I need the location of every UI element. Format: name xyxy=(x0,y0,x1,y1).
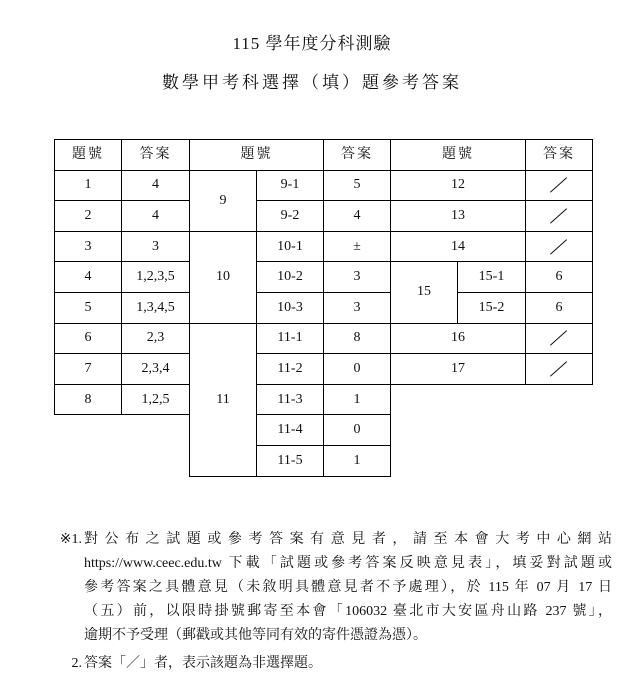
question-number: 7 xyxy=(55,354,122,385)
table-row xyxy=(55,292,593,323)
slash-icon xyxy=(550,329,568,347)
answer-slash xyxy=(526,170,593,201)
question-number: 15-1 xyxy=(458,262,526,293)
table-row xyxy=(55,415,593,446)
question-number: 14 xyxy=(391,231,526,262)
answer-slash xyxy=(526,231,593,262)
question-number: 11-1 xyxy=(257,323,324,354)
slash-icon xyxy=(550,176,568,194)
question-number: 11-4 xyxy=(257,415,324,446)
table-row xyxy=(55,231,593,262)
page-subtitle: 數學甲考科選擇（填）題參考答案 xyxy=(162,73,462,92)
question-number: 8 xyxy=(55,384,122,415)
table-row xyxy=(55,262,593,293)
answer-value: 1,2,5 xyxy=(122,384,190,415)
empty-cell xyxy=(55,445,190,476)
note-2 xyxy=(42,652,612,676)
table-row xyxy=(55,445,593,476)
answer-value: 4 xyxy=(122,170,190,201)
question-number: 9-2 xyxy=(257,201,324,232)
answer-value: 3 xyxy=(122,231,190,262)
header-answer-3: 答案 xyxy=(526,140,593,171)
question-group-9: 9 xyxy=(190,170,257,231)
question-number: 5 xyxy=(55,292,122,323)
empty-cell xyxy=(55,415,190,446)
answer-value: 2,3 xyxy=(122,323,190,354)
question-group-10: 10 xyxy=(190,231,257,323)
header-answer-1: 答案 xyxy=(122,140,190,171)
answer-value: 1,3,4,5 xyxy=(122,292,190,323)
page-title: 115 學年度分科測驗 xyxy=(232,34,392,53)
answer-value: 2,3,4 xyxy=(122,354,190,385)
answer-value: 1 xyxy=(324,445,391,476)
question-number: 6 xyxy=(55,323,122,354)
question-number: 10-1 xyxy=(257,231,324,262)
answer-value: 5 xyxy=(324,170,391,201)
answer-slash xyxy=(526,354,593,385)
question-number: 15-2 xyxy=(458,292,526,323)
question-number: 10-2 xyxy=(257,262,324,293)
answer-value: 3 xyxy=(324,262,391,293)
empty-cell xyxy=(391,445,593,476)
question-group-15: 15 xyxy=(391,262,458,323)
answer-value: 0 xyxy=(324,354,391,385)
note-1-line: 逾期不予受理（郵戳或其他等同有效的寄件憑證為憑）。 xyxy=(84,628,427,643)
question-number: 4 xyxy=(55,262,122,293)
slash-icon xyxy=(550,360,568,378)
table-row xyxy=(55,323,593,354)
header-question-1: 題號 xyxy=(55,140,122,171)
note-2-text: 答案「／」者，表示該題為非選擇題。 xyxy=(84,656,322,671)
question-number: 11-3 xyxy=(257,384,324,415)
header-question-3: 題號 xyxy=(391,140,526,171)
answer-table xyxy=(54,139,593,477)
answer-value: 0 xyxy=(324,415,391,446)
note-1-line: 對公布之試題或參考答案有意見者，請至本會大考中心網站 xyxy=(84,532,612,547)
question-number: 10-3 xyxy=(257,292,324,323)
question-number: 17 xyxy=(391,354,526,385)
note-1-line: （五）前，以限時掛號郵寄至本會「106032 臺北市大安區舟山路 237 號」， xyxy=(84,604,612,619)
empty-cell xyxy=(391,384,593,415)
table-row xyxy=(55,354,593,385)
question-number: 1 xyxy=(55,170,122,201)
header-question-2: 題號 xyxy=(190,140,324,171)
answer-slash xyxy=(526,201,593,232)
answer-slash xyxy=(526,323,593,354)
question-number: 11-2 xyxy=(257,354,324,385)
empty-cell xyxy=(391,415,593,446)
answer-value: 1 xyxy=(324,384,391,415)
answer-value: 4 xyxy=(324,201,391,232)
note-1 xyxy=(42,528,612,648)
answer-value: 3 xyxy=(324,292,391,323)
question-number: 11-5 xyxy=(257,445,324,476)
table-row xyxy=(55,384,593,415)
note-2-number: 2. xyxy=(71,656,82,671)
answer-value: 6 xyxy=(526,292,593,323)
table-header-row xyxy=(55,140,593,171)
question-number: 9-1 xyxy=(257,170,324,201)
note-1-number: ※1. xyxy=(59,532,82,547)
answer-value: 4 xyxy=(122,201,190,232)
question-number: 3 xyxy=(55,231,122,262)
note-1-line: 參考答案之具體意見（未敘明具體意見者不予處理），於 115 年 07 月 17 日 xyxy=(84,580,612,595)
question-group-11: 11 xyxy=(190,323,257,476)
slash-icon xyxy=(550,207,568,225)
table-row xyxy=(55,170,593,201)
note-1-line: https://www.ceec.edu.tw 下載「試題或參考答案反映意見表」，填妥對試題或 xyxy=(84,556,612,571)
header-answer-2: 答案 xyxy=(324,140,391,171)
notes-section xyxy=(42,528,612,676)
answer-value: 6 xyxy=(526,262,593,293)
answer-value: ± xyxy=(324,231,391,262)
answer-value: 1,2,3,5 xyxy=(122,262,190,293)
answer-value: 8 xyxy=(324,323,391,354)
question-number: 2 xyxy=(55,201,122,232)
slash-icon xyxy=(550,238,568,256)
question-number: 16 xyxy=(391,323,526,354)
question-number: 13 xyxy=(391,201,526,232)
table-row xyxy=(55,201,593,232)
question-number: 12 xyxy=(391,170,526,201)
